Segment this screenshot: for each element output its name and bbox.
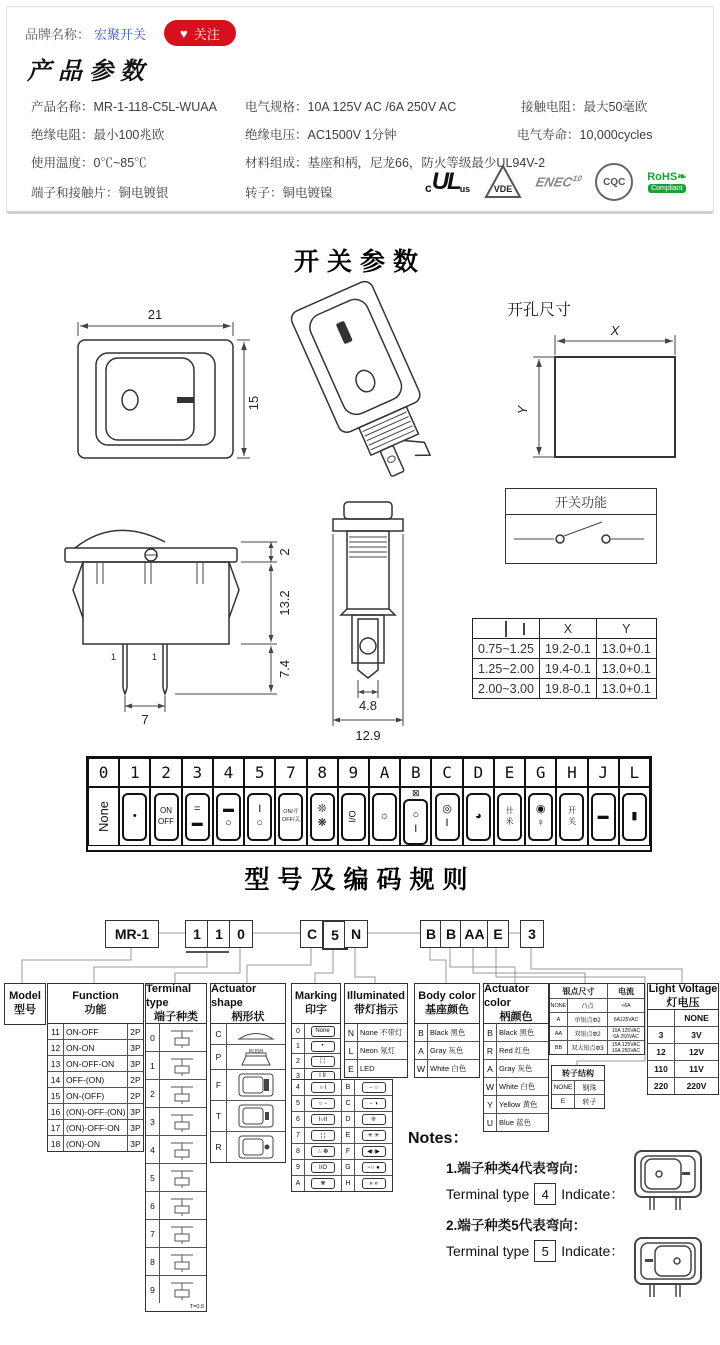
code-box-voltage: 3 <box>520 920 544 948</box>
body-color-row: B Black 黑色 <box>415 1024 479 1042</box>
switch-function-box <box>505 488 657 564</box>
product-params-title: 产品参数 <box>27 56 151 85</box>
shape-t-icon <box>234 1103 278 1129</box>
terminal-diagram-icon <box>163 1251 203 1273</box>
function-row: 18 (ON)-ON 3P <box>48 1136 143 1151</box>
code-symbol-cell <box>431 787 462 846</box>
rocker-pill-icon: ◉ ♀ <box>528 793 553 841</box>
marking-row: 3 I II <box>292 1069 340 1083</box>
light-voltage-table <box>647 1009 719 1095</box>
function-row: 15 ON-(OFF) 2P <box>48 1088 143 1104</box>
rohs-logo-icon: RoHS❧ Compliant <box>647 170 687 192</box>
rocker-pill-icon: = ▬ <box>185 793 210 841</box>
svg-text:13.2: 13.2 <box>277 590 292 616</box>
code-box-c: C <box>300 920 324 948</box>
note-line-1: 1.端子种类4代表弯向： <box>446 1161 587 1176</box>
note-terminal-5: Terminal type 5 Indicate： <box>446 1240 718 1262</box>
code-symbol-cell <box>400 787 431 846</box>
code-box-digit1: 1 <box>185 920 209 948</box>
actuator-color-table <box>483 1023 549 1132</box>
shape-row-t: T <box>211 1101 285 1132</box>
rotor-table <box>551 1065 605 1109</box>
code-symbol-cell <box>119 787 150 846</box>
code-symbol-cell <box>182 787 213 846</box>
actuator-color-row: B Black 黑色 <box>484 1024 548 1042</box>
shape-row-c: C <box>211 1024 285 1045</box>
terminal-row: 7 <box>146 1220 206 1248</box>
rocker-pill-icon: ◕ <box>466 793 491 841</box>
svg-text:1: 1 <box>152 652 158 662</box>
code-header-cell: 0 <box>88 758 119 787</box>
spec-electrical-rating: 电气规格：10A 125V AC /6A 250V AC <box>245 100 457 114</box>
side-view-drawing <box>45 498 297 726</box>
terminal-row: 9 <box>146 1276 206 1303</box>
code-header-cell: 3 <box>182 758 213 787</box>
code-header-cell: 7 <box>275 758 306 787</box>
code-header-cell: B <box>400 758 431 787</box>
code-symbol-cell <box>244 787 275 846</box>
function-row: 12 ON-ON 3P <box>48 1040 143 1056</box>
brand-link[interactable]: 宏聚开关 <box>94 26 147 42</box>
function-row: 13 ON-OFF-ON 3P <box>48 1056 143 1072</box>
illuminated-row: L Neon 氖灯 <box>345 1042 407 1060</box>
hole-dimension-drawing <box>495 295 690 475</box>
terminal-4-switch-icon <box>632 1148 712 1214</box>
vde-logo-icon <box>484 164 522 200</box>
ul-logo-icon: c UL us <box>425 168 471 195</box>
spec-contact-resistance: 接触电阻：最大50毫欧 <box>521 100 648 114</box>
svg-text:7.4: 7.4 <box>277 659 292 679</box>
shape-p-icon <box>234 1047 278 1067</box>
code-box-5: 5 <box>322 920 348 950</box>
circuit-symbol <box>506 515 652 557</box>
code-symbol-cell <box>494 787 525 846</box>
col-marking: Marking 印字 <box>291 983 341 1025</box>
code-symbol-cell <box>463 787 494 846</box>
rocker-pill-icon: 开 关 <box>559 793 584 841</box>
code-symbol-cell <box>525 787 556 846</box>
code-header-cell: H <box>556 758 587 787</box>
terminal-diagram-icon <box>163 1139 203 1161</box>
col-y: Y <box>596 619 656 639</box>
terminal-table <box>145 1023 207 1312</box>
svg-text:2: 2 <box>277 548 292 556</box>
code-box-aa: AA <box>460 920 489 948</box>
terminal-diagram-icon <box>163 1055 203 1077</box>
code-box-digit3: 0 <box>229 920 253 948</box>
shape-f-icon <box>234 1072 278 1098</box>
svg-text:PUSH: PUSH <box>249 1049 263 1055</box>
spec-electrical-life: 电气寿命：10,000cycles <box>517 128 653 142</box>
terminal-row: 1 <box>146 1052 206 1080</box>
terminal-diagram-icon <box>163 1111 203 1133</box>
svg-text:开孔尺寸: 开孔尺寸 <box>507 302 572 319</box>
actuator-shape-table <box>210 1023 286 1163</box>
col-x: X <box>539 619 596 639</box>
voltage-row: NONE <box>648 1010 718 1027</box>
col-model: Model 型号 <box>4 983 46 1025</box>
shape-c-icon <box>234 1026 278 1042</box>
code-symbol-cell <box>88 787 119 846</box>
function-row: 16 (ON)-OFF-(ON) 3P <box>48 1104 143 1120</box>
shape-row-f: F <box>211 1070 285 1101</box>
hatch-cell <box>473 619 540 639</box>
col-function: Function 功能 <box>47 983 144 1025</box>
note-line-2: 2.端子种类5代表弯向： <box>446 1218 587 1233</box>
svg-text:4.8: 4.8 <box>358 698 378 713</box>
marking-singles-table <box>291 1023 341 1084</box>
actuator-color-row: Y Yellow 黄色 <box>484 1096 548 1114</box>
code-box-digit2: 1 <box>207 920 231 948</box>
xy-header-row <box>473 619 657 639</box>
code-header-cell: 2 <box>150 758 181 787</box>
code-header-cell: D <box>463 758 494 787</box>
marking-pair-row: 4 ○ I B − ○ <box>292 1080 392 1096</box>
code-symbol-cell <box>338 787 369 846</box>
code-header-cell: 9 <box>338 758 369 787</box>
silver-current-table <box>549 983 645 1055</box>
product-card <box>6 6 714 214</box>
rocker-pill-icon: • <box>122 793 147 841</box>
marking-pair-row: 8 ∴ ❆ F ◀○▶ <box>292 1144 392 1160</box>
perspective-view-drawing <box>278 276 446 494</box>
front-view-drawing <box>50 298 262 476</box>
enec-logo-icon: ENEC$^{10}$ <box>534 174 583 190</box>
brand-label: 品牌名称： <box>25 26 91 42</box>
rocker-pill-icon: I ○ <box>247 793 272 841</box>
silver-row: BB 双大银点Φ3 15A 125VAC 10A 250VAC <box>550 1041 644 1054</box>
code-box-model: MR-1 <box>105 920 159 948</box>
illuminated-row: N None 不带灯 <box>345 1024 407 1042</box>
function-row: 11 ON-OFF 2P <box>48 1024 143 1040</box>
spec-product-name: 产品名称：MR-1-118-C5L-WUAA <box>31 100 217 114</box>
illuminated-table <box>344 1023 408 1078</box>
svg-text:7: 7 <box>141 712 149 726</box>
marking-pair-row: 5 ○ − C − ◑ <box>292 1096 392 1112</box>
terminal-diagram-icon <box>163 1083 203 1105</box>
code-symbol-cell <box>275 787 306 846</box>
rocker-pill-icon: ◎ I <box>435 793 460 841</box>
heart-icon: ♥ <box>180 25 188 41</box>
shape-row-r: R <box>211 1132 285 1162</box>
terminal-5-switch-icon <box>632 1235 712 1301</box>
marking-row: 1 • <box>292 1039 340 1054</box>
coding-diagram <box>0 905 720 1345</box>
col-terminal: Terminal type 端子种类 <box>145 983 207 1025</box>
rocker-pill-icon: I/O <box>341 793 366 841</box>
marking-pair-row: 7 ¦ ¦ E ✳ ✳ <box>292 1128 392 1144</box>
svg-text:21: 21 <box>147 307 163 322</box>
rocker-pill-icon: ON/开 OFF/关 <box>278 793 303 841</box>
col-actuator-color: Actuator color 柄颜色 <box>483 983 549 1025</box>
terminal-row: 4 <box>146 1136 206 1164</box>
shape-r-icon <box>234 1134 278 1160</box>
rocker-pill-icon: ☼ <box>372 793 397 841</box>
silver-row: AA 双银点Φ2 10A 125VAC 6A 250VAC <box>550 1027 644 1041</box>
body-color-table <box>414 1023 480 1078</box>
switch-params-title: 开关参数 <box>293 248 426 276</box>
terminal-diagram-icon <box>163 1167 203 1189</box>
svg-text:VDE: VDE <box>493 184 513 194</box>
spec-rotor-plating: 转子：铜电镀镍 <box>245 186 333 200</box>
terminal-row: 3 <box>146 1108 206 1136</box>
rocker-pill-icon: ❊ ❋ <box>310 793 335 841</box>
actuator-color-row: U Blue 蓝色 <box>484 1114 548 1131</box>
actuator-color-row: R Red 红色 <box>484 1042 548 1060</box>
rotor-row: NONE 钢珠 <box>552 1081 604 1095</box>
col-actuator-shape: Actuator shape 柄形状 <box>210 983 286 1025</box>
brand-row <box>25 20 236 46</box>
terminal-row: 0 <box>146 1024 206 1052</box>
code-box-n: N <box>344 920 368 948</box>
marking-row: 0 None <box>292 1024 340 1039</box>
illuminated-row: E LED <box>345 1060 407 1077</box>
silver-row: A 单银点Φ2 6A125VAC <box>550 1013 644 1027</box>
col-light-voltage: Light Voltage 灯电压 <box>648 983 718 1009</box>
rocker-pill-icon: ▬ ○ <box>216 793 241 841</box>
code-symbol-cell <box>307 787 338 846</box>
panel-hatch-icon <box>505 621 507 637</box>
code-header-cell: E <box>494 758 525 787</box>
function-row: 17 (ON)-OFF-ON 3P <box>48 1120 143 1136</box>
terminal-diagram-icon <box>163 1195 203 1217</box>
code-symbol-cell <box>213 787 244 846</box>
follow-button[interactable] <box>164 20 236 46</box>
rocker-pill-icon: ▮ <box>622 793 647 841</box>
body-color-row: W White 白色 <box>415 1060 479 1077</box>
marking-pair-row: A ❋ H » » <box>292 1176 392 1191</box>
terminal-diagram-icon <box>163 1027 203 1049</box>
note-terminal-4: Terminal type 4 Indicate： <box>446 1183 718 1205</box>
col-body-color: Body color 基座颜色 <box>414 983 480 1025</box>
code-top-mark: ⊠ <box>412 788 420 798</box>
terminal-5-box: 5 <box>534 1240 556 1262</box>
code-symbol-cell <box>556 787 587 846</box>
certification-logos <box>425 159 695 205</box>
silver-row: NONE 凸点 <6A <box>550 999 644 1013</box>
switch-function-title: 开关功能 <box>506 489 656 515</box>
code-symbol-cell <box>588 787 619 846</box>
svg-text:1: 1 <box>111 652 117 662</box>
notes-title: Notes： <box>408 1130 469 1147</box>
terminal-row: 5 <box>146 1164 206 1192</box>
actuator-color-row: A Gray 灰色 <box>484 1060 548 1078</box>
marking-code-strip <box>86 756 652 852</box>
follow-label: 关注 <box>193 26 220 42</box>
code-header-cell: 1 <box>119 758 150 787</box>
function-table <box>47 1023 144 1152</box>
code-box-b1: B <box>420 920 442 948</box>
shape-row-p: P PUSH <box>211 1045 285 1070</box>
panel-thickness-table <box>472 618 657 699</box>
body-color-row: A Gray 灰色 <box>415 1042 479 1060</box>
spec-operating-temp: 使用温度：0℃~85℃ <box>31 156 147 170</box>
terminal-diagram-icon <box>163 1223 203 1245</box>
code-header-cell: 4 <box>213 758 244 787</box>
spec-insulation-resistance: 绝缘电阻：最小100兆欧 <box>31 128 165 142</box>
xy-row: 0.75~1.25 19.2-0.1 13.0+0.1 <box>473 639 657 659</box>
code-header-cell: C <box>431 758 462 787</box>
voltage-row: 220 220V <box>648 1078 718 1094</box>
rotor-row: E 转子 <box>552 1095 604 1108</box>
silver-header-row: 银点尺寸 电流 <box>550 984 644 999</box>
code-symbol-cell <box>150 787 181 846</box>
spec-insulation-voltage: 绝缘电压：AC1500V 1分钟 <box>245 128 397 142</box>
digit-underline <box>186 951 229 953</box>
spec-terminal-plating: 端子和接触片：铜电镀银 <box>31 186 169 200</box>
coding-rules-title: 型号及编码规则 <box>244 866 476 894</box>
marking-row: 2 ¦ ¦ <box>292 1054 340 1069</box>
marking-pair-row: 9 I/O G −○ ● <box>292 1160 392 1176</box>
voltage-row: 110 11V <box>648 1061 718 1078</box>
code-header-cell: 8 <box>307 758 338 787</box>
voltage-row: 3 3V <box>648 1027 718 1044</box>
rocker-pill-icon: ○ I <box>403 799 428 845</box>
code-box-e: E <box>487 920 509 948</box>
spec-material: 材料组成：基座和柄，尼龙66，防火等级最少UL94V-2 <box>245 156 546 170</box>
code-box-b2: B <box>440 920 462 948</box>
svg-text:Y: Y <box>515 405 530 415</box>
rotor-title: 转子结构 <box>552 1066 604 1081</box>
code-header-cell: L <box>619 758 650 787</box>
col-illuminated: Illuminated 带灯指示 <box>344 983 408 1025</box>
rocker-pill-icon: 卄 米 <box>497 793 522 841</box>
terminal-note: T=0.5 <box>189 1304 204 1310</box>
marking-pair-row: 6 I○II D ❊ <box>292 1112 392 1128</box>
actuator-color-row: W White 白色 <box>484 1078 548 1096</box>
code-symbol-cell <box>369 787 400 846</box>
rocker-pill-icon: ON OFF <box>154 793 179 841</box>
rocker-pill-icon: ▬ <box>591 793 616 841</box>
terminal-row: 8 <box>146 1248 206 1276</box>
function-row: 14 OFF-(ON) 2P <box>48 1072 143 1088</box>
xy-row: 1.25~2.00 19.4-0.1 13.0+0.1 <box>473 659 657 679</box>
marking-pairs-table <box>291 1079 393 1192</box>
svg-text:15: 15 <box>246 395 261 411</box>
svg-text:12.9: 12.9 <box>355 728 381 743</box>
cqc-logo-icon: CQC <box>595 163 633 201</box>
rocker-pill-icon: None <box>96 800 112 833</box>
xy-row: 2.00~3.00 19.8-0.1 13.0+0.1 <box>473 679 657 699</box>
terminal-row: 2 <box>146 1080 206 1108</box>
terminal-row: 6 <box>146 1192 206 1220</box>
terminal-diagram-icon <box>163 1279 203 1301</box>
svg-text:X: X <box>610 323 620 338</box>
terminal-4-box: 4 <box>534 1183 556 1205</box>
voltage-row: 12 12V <box>648 1044 718 1061</box>
code-header-cell: G <box>525 758 556 787</box>
code-header-cell: 5 <box>244 758 275 787</box>
bottom-view-drawing <box>296 494 442 744</box>
code-symbol-cell <box>619 787 650 846</box>
code-header-cell: J <box>588 758 619 787</box>
code-header-cell: A <box>369 758 400 787</box>
